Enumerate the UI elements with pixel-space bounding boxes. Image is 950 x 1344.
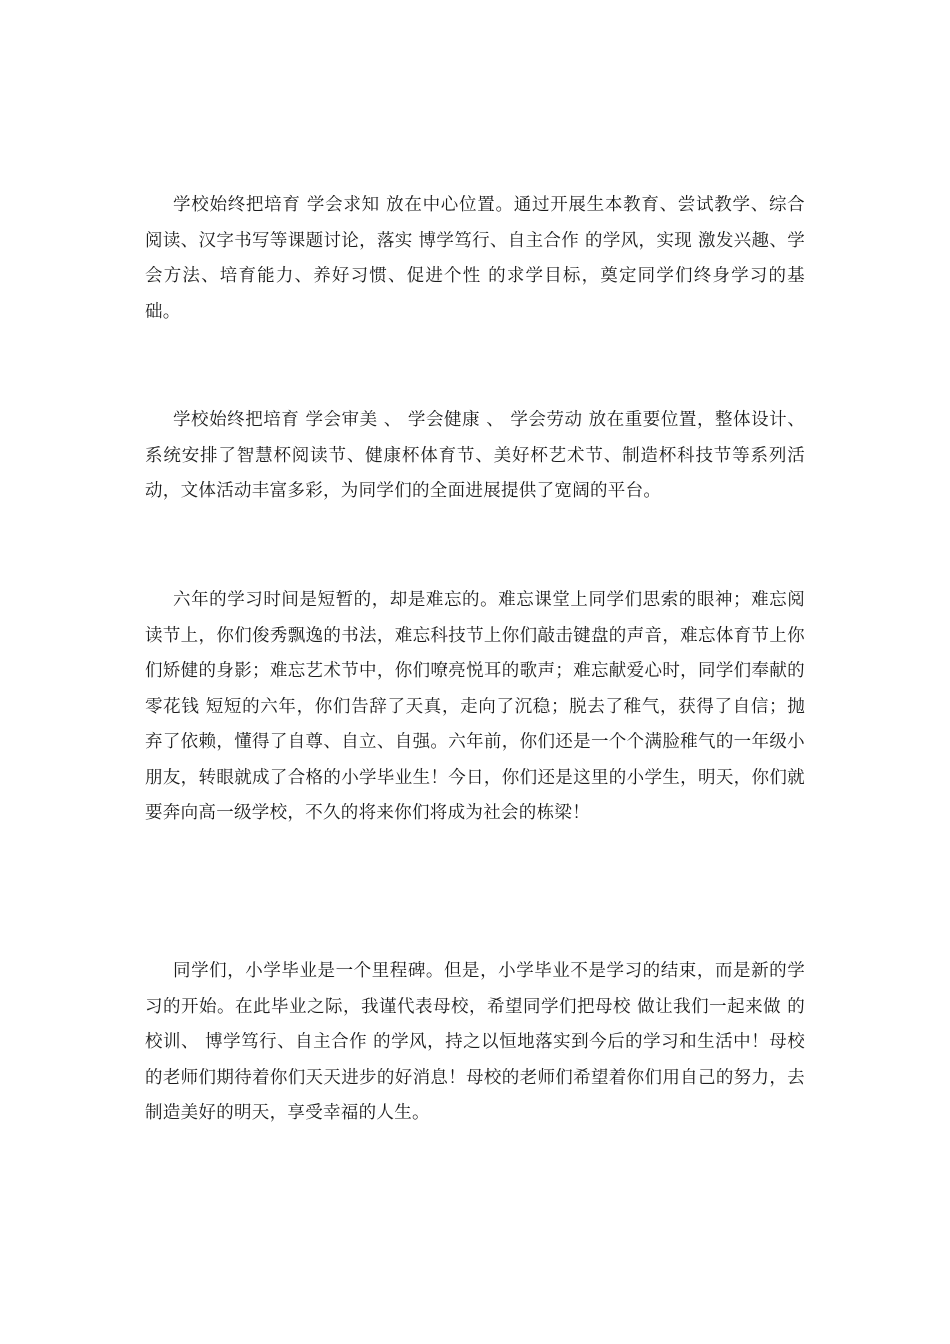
paragraph-activities: 学校始终把培育 学会审美 、 学会健康 、 学会劳动 放在重要位置，整体设计、系统安排了智慧杯阅读节、健康杯体育节、美好杯艺术节、制造杯科技节等系列活动，文体活动丰富多彩，为同学们的全面进展提供了宽阔的平台。 [145,410,805,501]
paragraph-learning-knowledge: 学校始终把培育 学会求知 放在中心位置。通过开展生本教育、尝试教学、综合阅读、汉字书写等课题讨论，落实 博学笃行、自主合作 的学风，实现 激发兴趣、学会方法、培育能力、养好习惯、促进个性 的求学目标，奠定同学们终身学习的基础。 [145,195,805,322]
paragraph-graduation-hopes: 同学们，小学毕业是一个里程碑。但是，小学毕业不是学习的结束，而是新的学习的开始。在此毕业之际，我谨代表母校，希望同学们把母校 做让我们一起来做 的校训、 博学笃行、自主合作 的学风，持之以恒地落实到今后的学习和生活中！母校的老师们期待着你们天天进步的好消息！母校的老师们希望着你们用自己的努力，去制造美好的明天，享受幸福的人生。 [145,961,805,1123]
paragraph-six-years-memories: 六年的学习时间是短暂的，却是难忘的。难忘课堂上同学们思索的眼神；难忘阅读节上，你们俊秀飘逸的书法，难忘科技节上你们敲击键盘的声音，难忘体育节上你们矫健的身影；难忘艺术节中，你们嘹亮悦耳的歌声；难忘献爱心时，同学们奉献的零花钱 短短的六年，你们告辞了天真，走向了沉稳；脱去了稚气，获得了自信；抛弃了依赖，懂得了自尊、自立、自强。六年前，你们还是一个个满脸稚气的一年级小朋友，转眼就成了合格的小学毕业生！今日，你们还是这里的小学生，明天，你们就要奔向高一级学校，不久的将来你们将成为社会的栋梁！ [145,590,805,823]
